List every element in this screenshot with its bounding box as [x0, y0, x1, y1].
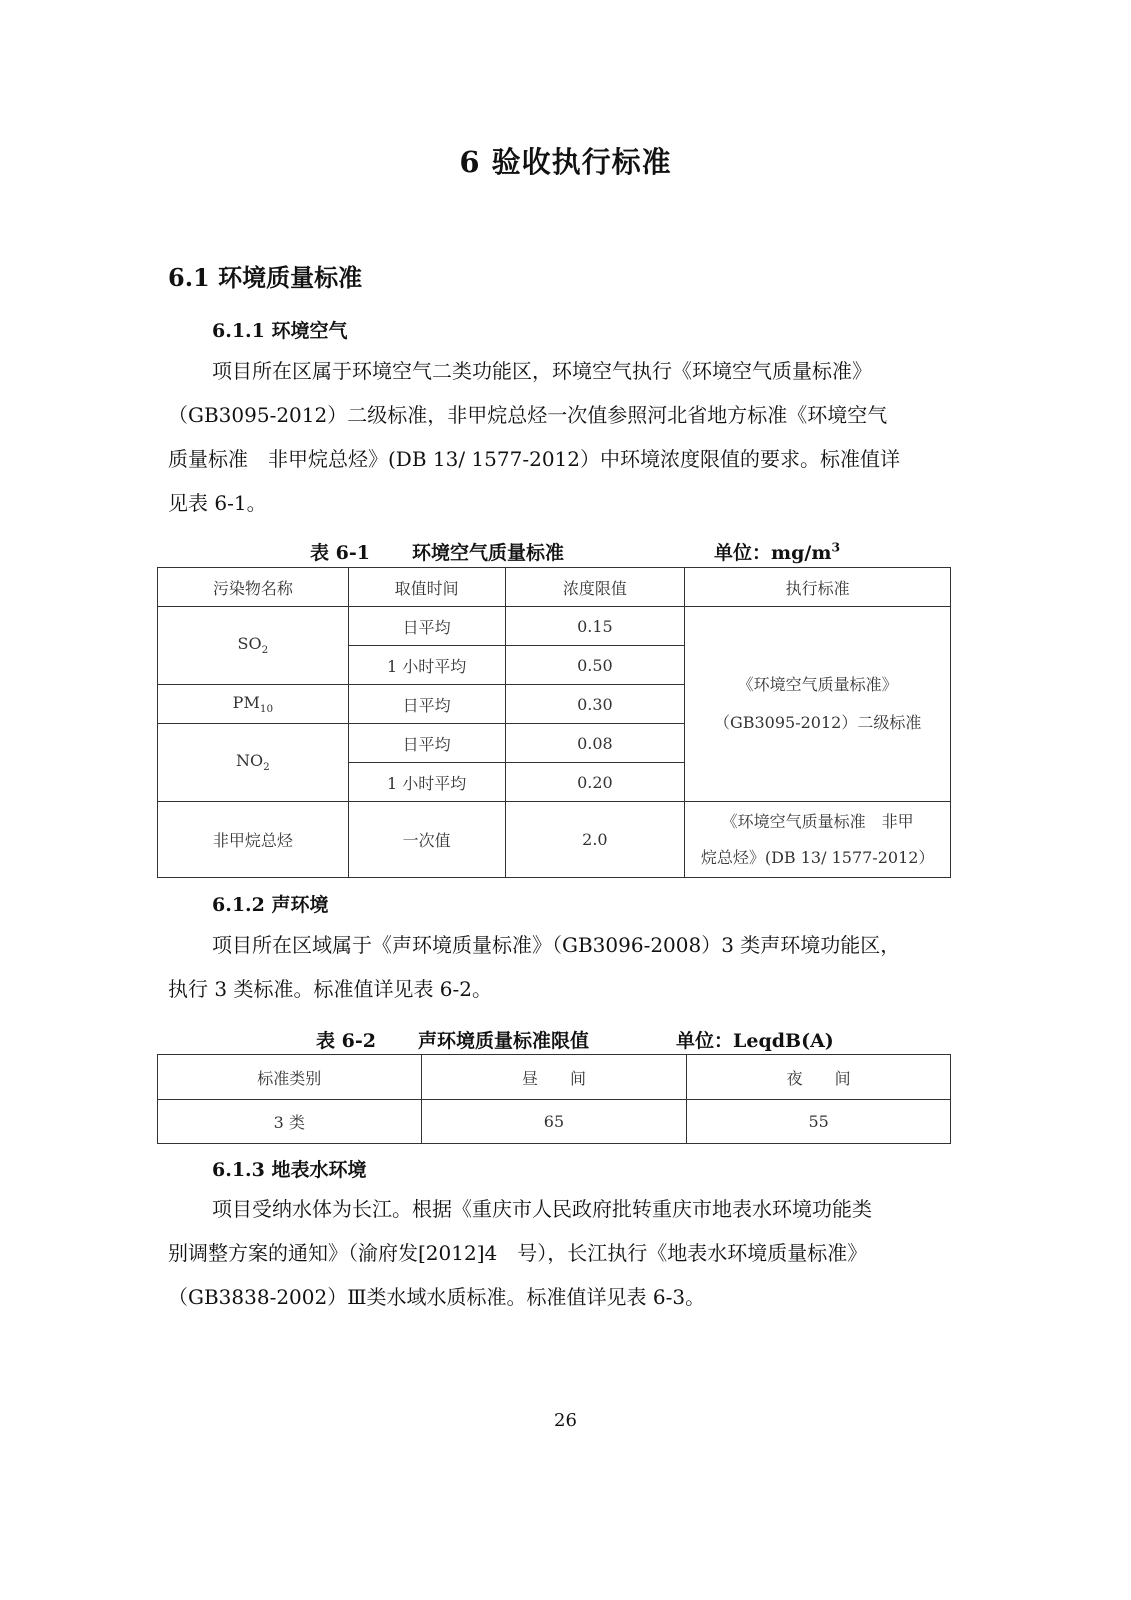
night-value-cell: 55 — [687, 1100, 951, 1144]
table-6-1-caption-number: 表 6-1 — [310, 542, 370, 564]
header-cell: 执行标准 — [685, 568, 951, 607]
table-6-2-caption-title: 声环境质量标准限值 — [418, 1030, 590, 1052]
para-line: 项目所在区属于环境空气二类功能区，环境空气执行《环境空气质量标准》 — [212, 359, 872, 383]
subsection-heading-6-1-1: 6.1.1 环境空气 — [212, 320, 348, 342]
para-line: 执行 3 类标准。标准值详见表 6-2。 — [168, 977, 493, 1001]
table-row — [158, 802, 951, 878]
value-cell: 0.08 — [505, 724, 685, 763]
subsection-heading-6-1-3: 6.1.3 地表水环境 — [212, 1159, 367, 1181]
chapter-title: 6 验收执行标准 — [459, 145, 672, 179]
table-6-1-caption-unit: 单位：$mg/m^3$ — [714, 539, 841, 564]
table-6-2-caption-number: 表 6-2 — [316, 1030, 376, 1052]
day-value-cell: 65 — [421, 1100, 687, 1144]
table-6-1-caption-title: 环境空气质量标准 — [412, 542, 565, 564]
para-line: 质量标准 非甲烷总烃》(DB 13/ 1577-2012）中环境浓度限值的要求。标准值详 — [168, 447, 900, 471]
paragraph-air — [168, 349, 942, 525]
page-number: 26 — [554, 1410, 577, 1431]
header-cell: 浓度限值 — [505, 568, 685, 607]
header-cell: 昼 间 — [421, 1055, 687, 1100]
time-cell: 1 小时平均 — [348, 763, 505, 802]
paragraph-surface-water — [168, 1187, 942, 1319]
time-cell: 一次值 — [348, 802, 505, 878]
pollutant-so2: $SO_2$ — [158, 607, 349, 685]
para-line: （GB3095-2012）二级标准，非甲烷总烃一次值参照河北省地方标准《环境空气 — [168, 403, 888, 427]
time-cell: 日平均 — [348, 607, 505, 646]
value-cell: 0.20 — [505, 763, 685, 802]
para-line: 项目所在区域属于《声环境质量标准》（GB3096-2008）3 类声环境功能区， — [212, 933, 901, 957]
table-header-row — [158, 568, 951, 607]
time-cell: 日平均 — [348, 685, 505, 724]
pollutant-nmhc: 非甲烷总烃 — [158, 802, 349, 878]
para-line: 别调整方案的通知》（渝府发[2012]4 号），长江执行《地表水环境质量标准》 — [168, 1241, 868, 1265]
category-cell: 3 类 — [158, 1100, 422, 1144]
value-cell: 2.0 — [505, 802, 685, 878]
value-cell: 0.50 — [505, 646, 685, 685]
table-6-2 — [157, 1054, 951, 1144]
para-line: 项目受纳水体为长江。根据《重庆市人民政府批转重庆市地表水环境功能类 — [212, 1197, 872, 1221]
table-header-row — [158, 1055, 951, 1100]
time-cell: 1 小时平均 — [348, 646, 505, 685]
header-cell: 标准类别 — [158, 1055, 422, 1100]
pollutant-no2: $NO_2$ — [158, 724, 349, 802]
time-cell: 日平均 — [348, 724, 505, 763]
standard-cell: 《环境空气质量标准》 （GB3095-2012）二级标准 — [685, 607, 951, 802]
table-6-1 — [157, 567, 951, 878]
para-line: （GB3838-2002）Ⅲ类水域水质标准。标准值详见表 6-3。 — [168, 1285, 706, 1309]
para-line: 见表 6-1。 — [168, 491, 267, 515]
table-6-2-caption-unit: 单位：LeqdB(A) — [676, 1030, 834, 1052]
table-row — [158, 607, 951, 646]
value-cell: 0.30 — [505, 685, 685, 724]
subsection-heading-6-1-2: 6.1.2 声环境 — [212, 894, 329, 916]
section-heading-6-1: 6.1 环境质量标准 — [168, 263, 363, 292]
standard-cell: 《环境空气质量标准 非甲 烷总烃》(DB 13/ 1577-2012） — [685, 802, 951, 878]
header-cell: 取值时间 — [348, 568, 505, 607]
value-cell: 0.15 — [505, 607, 685, 646]
header-cell: 夜 间 — [687, 1055, 951, 1100]
table-row — [158, 1100, 951, 1144]
header-cell: 污染物名称 — [158, 568, 349, 607]
paragraph-noise — [168, 923, 942, 1011]
pollutant-pm10: $PM_{10}$ — [158, 685, 349, 724]
